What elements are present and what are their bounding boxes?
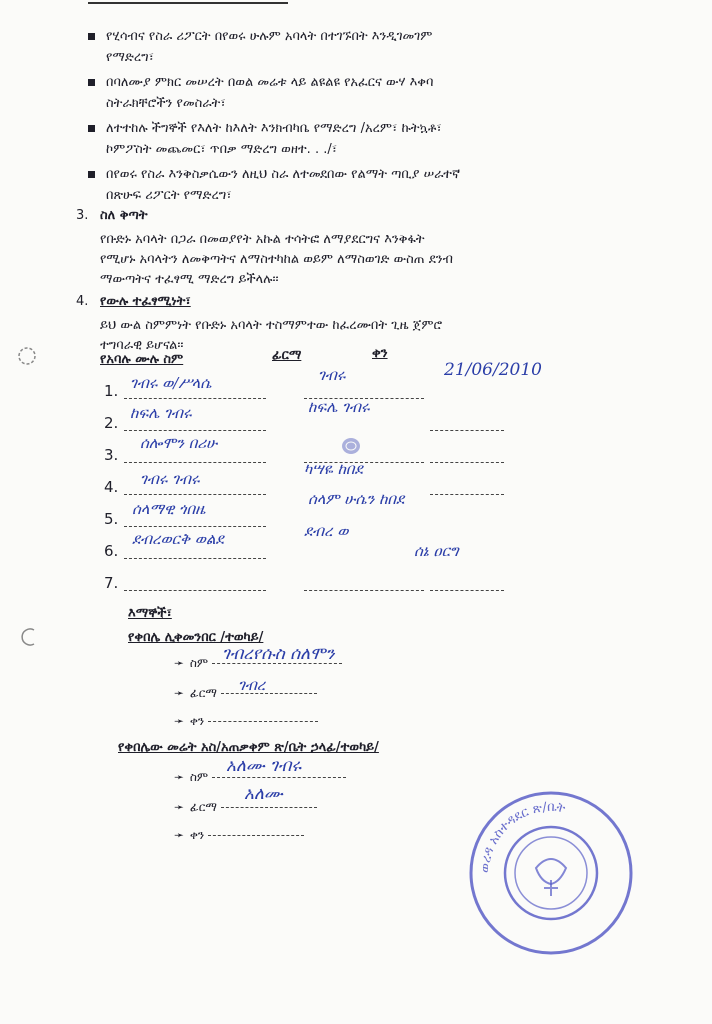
fingerprint-mark xyxy=(340,436,362,456)
section-number: 4. xyxy=(76,294,89,309)
table-row xyxy=(104,398,574,436)
arrow-icon: ➛ xyxy=(174,828,185,842)
section-body: የቡድኑ አባላት በጋራ በመወያየት አኩል ተሳትፎ ለማያደርግና እንቅፋት የሚሆኑ አባላትን ለመቅጣትና ለማስተካከል ወይም ለማስወገድ ውስጠ ደንብ ማውጣትና ተፈፃሚ ማድረግ ይችላሉ፡፡ xyxy=(100,232,453,287)
list-item-text: በየወሩ የስራ እንቅስቃሴውን ለዚህ ስራ ለተመደበው የልማት ጣቢያ ሠራተኛ በጽሁፍ ሪፖርት የማድረግ፣ xyxy=(106,167,461,203)
top-rule xyxy=(88,2,288,4)
section-title: ስለ ቅጣት xyxy=(100,208,148,223)
official-stamp xyxy=(466,788,636,958)
punch-hole-mark xyxy=(16,626,40,648)
list-item-text: ለተተከሉ ችግኞች የእለት ከእለት እንክብካቤ የማድረግ /አረም፣ ኩትኳቶ፣ ኮምፖስት መጨመር፣ ጥበቃ ማድረግ ወዘተ. . ./፣ xyxy=(106,121,442,157)
row-number: 4. xyxy=(104,478,119,496)
field-label: ቀን xyxy=(189,828,205,842)
witnesses-title: እማኞች፣ xyxy=(128,606,172,621)
column-header-signature: ፊርማ xyxy=(272,348,302,363)
name-line xyxy=(124,462,266,463)
name-line xyxy=(124,398,266,399)
list-item xyxy=(86,72,606,114)
arrow-icon: ➛ xyxy=(174,656,185,670)
field-line xyxy=(221,693,317,694)
field-label: ፊርማ xyxy=(189,686,217,700)
member-name: ከፍሌ ገብሩ xyxy=(130,404,192,422)
arrow-icon: ➛ xyxy=(174,686,185,700)
signature-line xyxy=(304,590,424,591)
kebele-date-field xyxy=(174,714,318,729)
row-number: 7. xyxy=(104,574,119,592)
table-row xyxy=(104,522,574,564)
field-label: ስም xyxy=(189,770,209,784)
land-name-value: አለሙ ገብሩ xyxy=(226,756,302,776)
field-label: ስም xyxy=(189,656,209,670)
member-name: ገብሩ ወ/ሥላሴ xyxy=(130,374,212,392)
list-item xyxy=(86,164,606,206)
section-number: 3. xyxy=(76,208,89,223)
kebele-name-value: ገብረየሱስ ሰለሞን xyxy=(222,644,335,664)
bullet-icon xyxy=(88,79,95,86)
field-line xyxy=(212,777,346,778)
arrow-icon: ➛ xyxy=(174,770,185,784)
row-number: 2. xyxy=(104,414,119,432)
punch-hole-mark xyxy=(14,344,40,368)
field-line xyxy=(221,807,317,808)
name-line xyxy=(124,590,266,591)
name-line xyxy=(124,526,266,527)
bullet-icon xyxy=(88,171,95,178)
list-item-text: የሂሳብና የስራ ሪፖርት በየወሩ ሁሉም አባላት በተገኙበት እንዲገመገም የማድረግ፣ xyxy=(106,29,433,65)
land-date-field xyxy=(174,828,304,843)
member-name: ደብረወርቅ ወልደ xyxy=(132,530,224,548)
member-signature: ካሣዬ ከበደ xyxy=(304,460,363,478)
name-line xyxy=(124,494,266,495)
column-header-date: ቀን xyxy=(372,346,388,361)
section-title: የውሉ ተፈፃሚነት፣ xyxy=(100,294,191,309)
bullet-icon xyxy=(88,125,95,132)
land-signature-value: አለሙ xyxy=(244,784,283,804)
table-row xyxy=(104,572,574,596)
date-line xyxy=(430,494,504,495)
date-line xyxy=(430,462,504,463)
row-number: 5. xyxy=(104,510,119,528)
bullet-icon xyxy=(88,33,95,40)
kebele-chair-title: የቀበሌ ሊቀመንበር /ተወካይ/ xyxy=(128,630,264,645)
name-line xyxy=(124,558,266,559)
member-name: ሰላማዊ ጎበዜ xyxy=(132,500,206,518)
member-date: 21/06/2010 xyxy=(444,360,542,380)
list-item-text: በባለሙያ ምክር መሠረት በወል መሬቱ ላይ ልዩልዩ የአፈርና ውሃ እቀባ ስትራክቸሮችን የመስራት፣ xyxy=(106,75,434,111)
member-signature: ከፍሌ ገብሩ xyxy=(308,398,370,416)
stamp-ring-text: ወረዳ አስተዳደር ጽ/ቤት xyxy=(477,799,567,874)
member-signature: ሰላም ሁሴን ከበደ xyxy=(308,490,405,508)
field-label: ቀን xyxy=(189,714,205,728)
column-header-name: የአባሉ ሙሉ ስም xyxy=(100,352,184,367)
kebele-signature-value: ገብረ xyxy=(238,676,266,694)
member-name: ሰሎሞን በሪሁ xyxy=(140,434,218,452)
arrow-icon: ➛ xyxy=(174,800,185,814)
member-signature: ገብሩ xyxy=(318,366,346,384)
date-line xyxy=(430,430,504,431)
list-item xyxy=(86,26,606,68)
member-name: ገብሩ ገብሩ xyxy=(140,470,200,488)
row-number: 3. xyxy=(104,446,119,464)
land-office-title: የቀበሌው መሬት አስ/አጠቃቀም ጽ/ቤት ኃላፊ/ተወካይ/ xyxy=(118,740,379,755)
field-line xyxy=(208,835,304,836)
name-line xyxy=(124,430,266,431)
row-number: 6. xyxy=(104,542,119,560)
field-label: ፊርማ xyxy=(189,800,217,814)
date-line xyxy=(430,590,504,591)
field-line xyxy=(208,721,318,722)
member-signature: ደብረ ወ xyxy=(304,522,349,540)
duties-list xyxy=(86,26,606,210)
member-date: ሰኔ ዐርግ xyxy=(414,542,459,560)
arrow-icon: ➛ xyxy=(174,714,185,728)
section-body: ይህ ውል ስምምነት የቡድኑ አባላት ተስማምተው ከፈረሙበት ጊዜ ጀምሮ ተግባራዊ ይሆናል፡፡ xyxy=(100,318,443,353)
list-item xyxy=(86,118,606,160)
row-number: 1. xyxy=(104,382,119,400)
